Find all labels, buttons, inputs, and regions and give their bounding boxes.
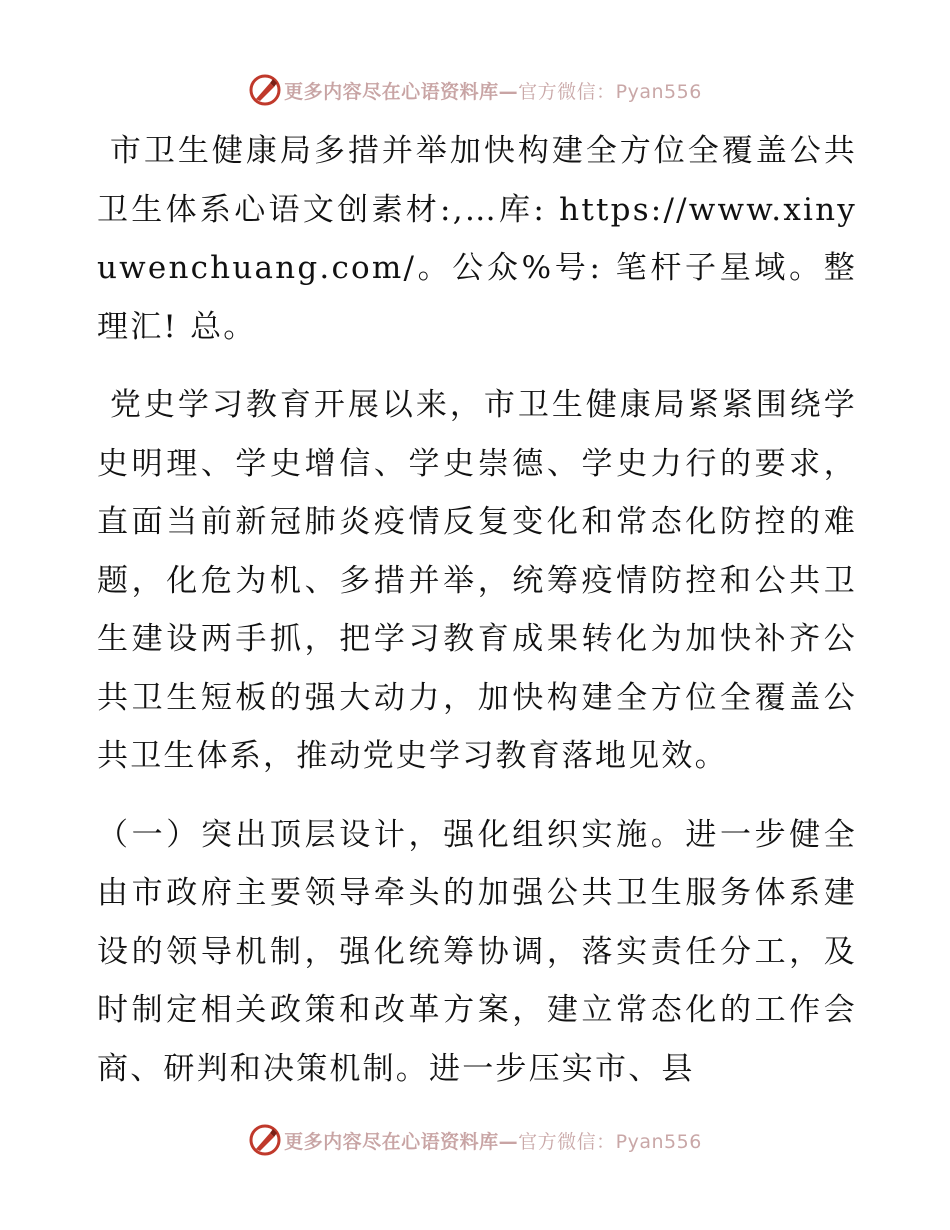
- document-body: [97, 122, 857, 1098]
- paragraph-intro: 党史学习教育开展以来，市卫生健康局紧紧围绕学史明理、学史增信、学史崇德、学史力行的要求，直面当前新冠肺炎疫情反复变化和常态化防控的难题，化危为机、多措并举，统筹疫情防控和公共卫生建设两手抓，把学习教育成果转化为加快补齐公共卫生短板的强大动力，加快构建全方位全覆盖公共卫生体系，推动党史学习教育落地见效。: [97, 387, 857, 774]
- paragraph-section-1: （一）突出顶层设计，强化组织实施。进一步健全由市政府主要领导牵头的加强公共卫生服务体系建设的领导机制，强化统筹协调，落实责任分工，及时制定相关政策和改革方案，建立常态化的工作会商、研判和决策机制。进一步压实市、县: [97, 816, 857, 1087]
- logo-icon: [248, 73, 282, 107]
- logo-icon: [248, 1123, 282, 1157]
- header-watermark: [0, 70, 950, 110]
- watermark-text: 更多内容尽在心语资料库—官方微信：Pyan556: [284, 80, 702, 103]
- watermark-text: 更多内容尽在心语资料库—官方微信：Pyan556: [284, 1130, 702, 1153]
- paragraph-title: 市卫生健康局多措并举加快构建全方位全覆盖公共卫生体系心语文创素材:,…库: https://www.xinyuwenchuang.com/。公众%号: 笔杆子星域。整理汇! 总。: [97, 133, 857, 345]
- footer-watermark: [0, 1120, 950, 1160]
